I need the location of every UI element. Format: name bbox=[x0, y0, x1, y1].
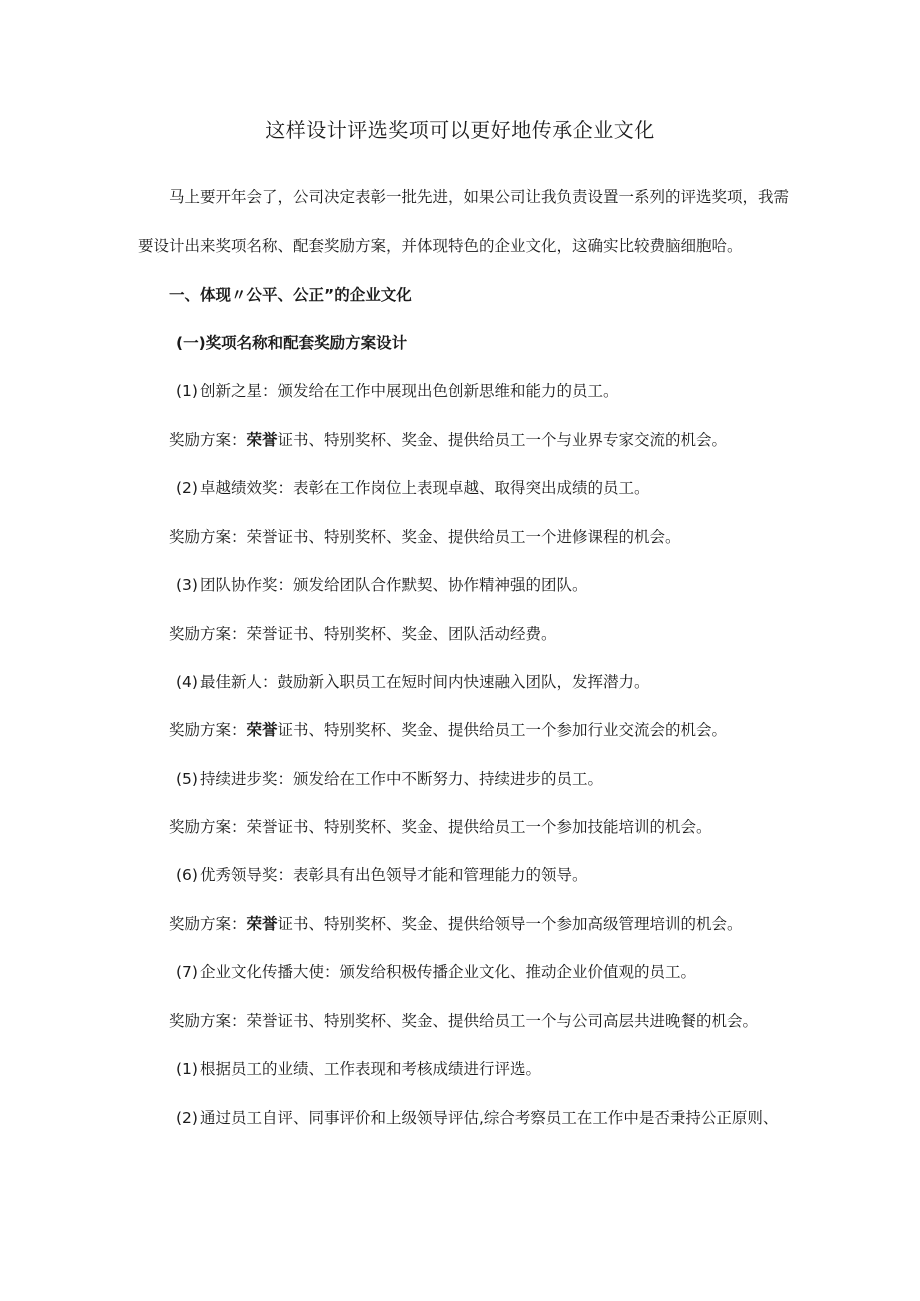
award-plan bbox=[169, 913, 743, 935]
award-number: (1) bbox=[176, 382, 198, 400]
award-item bbox=[176, 864, 587, 886]
award-description: 最佳新人：鼓励新入职员工在短时间内快速融入团队，发挥潜力。 bbox=[199, 673, 650, 691]
award-plan-label: 奖励方案： bbox=[169, 625, 247, 643]
award-plan-text: 荣誉证书、特别奖杯、奖金、提供给员工一个与公司高层共进晚餐的机会。 bbox=[246, 1012, 759, 1030]
criteria-item bbox=[176, 1058, 541, 1080]
award-number: (4) bbox=[176, 673, 198, 691]
subsection-heading: (一)奖项名称和配套奖励方案设计 bbox=[176, 334, 408, 352]
criteria-number: (2) bbox=[176, 1109, 198, 1127]
award-plan bbox=[169, 526, 681, 548]
award-plan-label: 奖励方案： bbox=[169, 915, 247, 933]
award-plan-text: 证书、特别奖杯、奖金、提供给员工一个与业界专家交流的机会。 bbox=[277, 431, 728, 449]
award-description: 创新之星：颁发给在工作中展现出色创新思维和能力的员工。 bbox=[199, 382, 619, 400]
award-plan-text: 荣誉证书、特别奖杯、奖金、提供给员工一个参加技能培训的机会。 bbox=[246, 818, 712, 836]
award-number: (6) bbox=[176, 866, 198, 884]
section-heading: 一、体现〃公平、公正”的企业文化 bbox=[169, 286, 412, 304]
award-plan-label: 奖励方案： bbox=[169, 818, 247, 836]
award-description: 优秀领导奖：表彰具有出色领导才能和管理能力的领导。 bbox=[199, 866, 588, 884]
award-plan-text: 荣誉证书、特别奖杯、奖金、团队活动经费。 bbox=[246, 625, 557, 643]
award-plan-bold: 荣誉 bbox=[246, 721, 278, 739]
award-item bbox=[176, 477, 649, 499]
award-description: 卓越绩效奖：表彰在工作岗位上表现卓越、取得突出成绩的员工。 bbox=[199, 479, 650, 497]
award-item bbox=[176, 574, 587, 596]
award-item bbox=[176, 768, 603, 790]
award-plan bbox=[169, 1010, 758, 1032]
intro-line-1: 马上要开年会了，公司决定表彰一批先进，如果公司让我负责设置一系列的评选奖项，我需 bbox=[169, 188, 790, 206]
criteria-text: 根据员工的业绩、工作表现和考核成绩进行评选。 bbox=[199, 1060, 541, 1078]
document-title: 这样设计评选奖项可以更好地传承企业文化 bbox=[265, 118, 655, 142]
criteria-item bbox=[176, 1107, 778, 1129]
award-plan-label: 奖励方案： bbox=[169, 1012, 247, 1030]
award-description: 企业文化传播大使：颁发给积极传播企业文化、推动企业价值观的员工。 bbox=[199, 963, 696, 981]
award-number: (2) bbox=[176, 479, 198, 497]
award-plan bbox=[169, 719, 727, 741]
intro-line-2: 要设计出来奖项名称、配套奖励方案，并体现特色的企业文化，这确实比较费脑细胞哈。 bbox=[138, 237, 743, 255]
award-plan-text: 证书、特别奖杯、奖金、提供给领导一个参加高级管理培训的机会。 bbox=[277, 915, 743, 933]
award-plan-label: 奖励方案： bbox=[169, 431, 247, 449]
award-item bbox=[176, 380, 618, 402]
award-plan bbox=[169, 816, 712, 838]
award-item bbox=[176, 671, 649, 693]
criteria-number: (1) bbox=[176, 1060, 198, 1078]
award-plan-bold: 荣誉 bbox=[246, 431, 278, 449]
award-description: 团队协作奖：颁发给团队合作默契、协作精神强的团队。 bbox=[199, 576, 588, 594]
award-number: (3) bbox=[176, 576, 198, 594]
award-plan-text: 荣誉证书、特别奖杯、奖金、提供给员工一个进修课程的机会。 bbox=[246, 528, 681, 546]
award-item bbox=[176, 961, 696, 983]
award-plan bbox=[169, 429, 727, 451]
award-number: (7) bbox=[176, 963, 198, 981]
award-plan-label: 奖励方案： bbox=[169, 721, 247, 739]
award-plan-bold: 荣誉 bbox=[246, 915, 278, 933]
award-plan-text: 证书、特别奖杯、奖金、提供给员工一个参加行业交流会的机会。 bbox=[277, 721, 728, 739]
award-plan-label: 奖励方案： bbox=[169, 528, 247, 546]
criteria-text: 通过员工自评、同事评价和上级领导评估,综合考察员工在工作中是否秉持公正原则、 bbox=[199, 1109, 779, 1127]
award-plan bbox=[169, 623, 557, 645]
award-number: (5) bbox=[176, 770, 198, 788]
award-description: 持续进步奖：颁发给在工作中不断努力、持续进步的员工。 bbox=[199, 770, 603, 788]
